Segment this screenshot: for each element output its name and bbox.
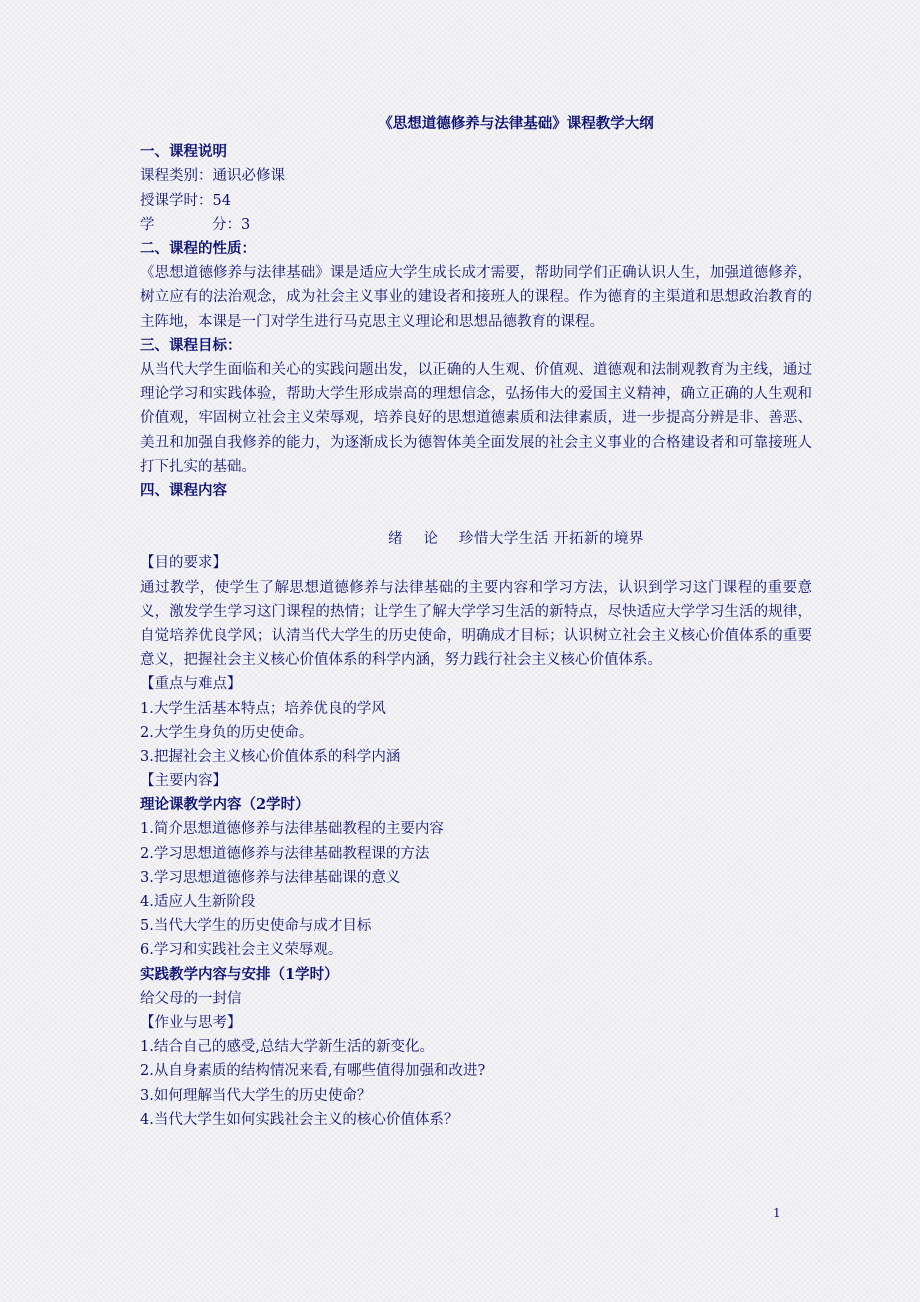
section-heading-goals: 三、课程目标： bbox=[140, 336, 242, 354]
credit-label-b: 分：3 bbox=[212, 216, 251, 233]
homework-item: 4.当代大学生如何实践社会主义的核心价值体系？ bbox=[140, 1111, 459, 1128]
homework-item: 3.如何理解当代大学生的历史使命？ bbox=[140, 1087, 372, 1104]
theory-heading: 理论课教学内容（2学时） bbox=[140, 796, 310, 814]
key-point-item: 1.大学生活基本特点；培养优良的学风 bbox=[140, 700, 386, 717]
document-page bbox=[140, 112, 812, 1132]
theory-item: 5.当代大学生的历史使命与成才目标 bbox=[140, 918, 372, 935]
theory-item: 6.学习和实践社会主义荣辱观。 bbox=[140, 942, 343, 959]
course-hours: 授课学时：54 bbox=[140, 192, 231, 209]
section-heading-content: 四、课程内容 bbox=[140, 481, 227, 499]
homework-heading: 【作业与思考】 bbox=[140, 1014, 242, 1031]
key-points-heading: 【重点与难点】 bbox=[140, 676, 242, 693]
key-point-item: 3.把握社会主义核心价值体系的科学内涵 bbox=[140, 748, 401, 765]
homework-item: 2.从自身素质的结构情况来看,有哪些值得加强和改进? bbox=[140, 1063, 486, 1080]
section-heading-course-description: 一、课程说明 bbox=[140, 143, 227, 161]
chapter-title: 绪 论 珍惜大学生活 开拓新的境界 bbox=[388, 531, 644, 548]
practice-text: 给父母的一封信 bbox=[140, 990, 242, 1007]
theory-item: 4.适应人生新阶段 bbox=[140, 894, 256, 910]
section-heading-nature: 二、课程的性质： bbox=[140, 239, 256, 257]
theory-item: 2.学习思想道德修养与法律基础教程课的方法 bbox=[140, 845, 430, 862]
practice-heading: 实践教学内容与安排（1学时） bbox=[140, 965, 339, 983]
main-content-heading: 【主要内容】 bbox=[140, 773, 227, 790]
theory-item: 1.简介思想道德修养与法律基础教程的主要内容 bbox=[140, 821, 444, 838]
course-credit bbox=[140, 213, 812, 237]
goal-heading: 【目的要求】 bbox=[140, 555, 227, 572]
homework-item: 1.结合自己的感受,总结大学新生活的新变化。 bbox=[140, 1039, 434, 1056]
key-point-item: 2.大学生身负的历史使命。 bbox=[140, 724, 314, 741]
nature-paragraph: 《思想道德修养与法律基础》课是适应大学生成长成才需要，帮助同学们正确认识人生，加强道德修养，树立应有的法治观念，成为社会主义事业的建设者和接班人的课程。作为德育的主渠道和思想政治教育的主阵地，本课是一门对学生进行马克思主义理论和思想品德教育的课程。 bbox=[140, 265, 812, 330]
course-category: 课程类别：通识必修课 bbox=[140, 168, 285, 185]
document-title: 《思想道德修养与法律基础》课程教学大纲 bbox=[378, 115, 654, 132]
theory-item: 3.学习思想道德修养与法律基础课的意义 bbox=[140, 869, 401, 886]
page-number: 1 bbox=[773, 1206, 781, 1220]
credit-label-a: 学 bbox=[140, 216, 155, 233]
goal-paragraph: 通过教学，使学生了解思想道德修养与法律基础的主要内容和学习方法，认识到学习这门课程的重要意义，激发学生学习这门课程的热情；让学生了解大学学习生活的新特点，尽快适应大学学习生活的规律，自觉培养优良学风；认清当代大学生的历史使命，明确成才目标；认识树立社会主义核心价值体系的重要意义，把握社会主义核心价值体系的科学内涵，努力践行社会主义核心价值体系。 bbox=[140, 579, 812, 669]
goals-paragraph: 从当代大学生面临和关心的实践问题出发，以正确的人生观、价值观、道德观和法制观教育为主线，通过理论学习和实践体验，帮助大学生形成崇高的理想信念，弘扬伟大的爱国主义精神，确立正确的人生观和价值观，牢固树立社会主义荣辱观，培养良好的思想道德素质和法律素质，进一步提高分辨是非、善恶、美丑和加强自我修养的能力，为逐渐成长为德智体美全面发展的社会主义事业的合格建设者和可靠接班人打下扎实的基础。 bbox=[140, 361, 812, 475]
